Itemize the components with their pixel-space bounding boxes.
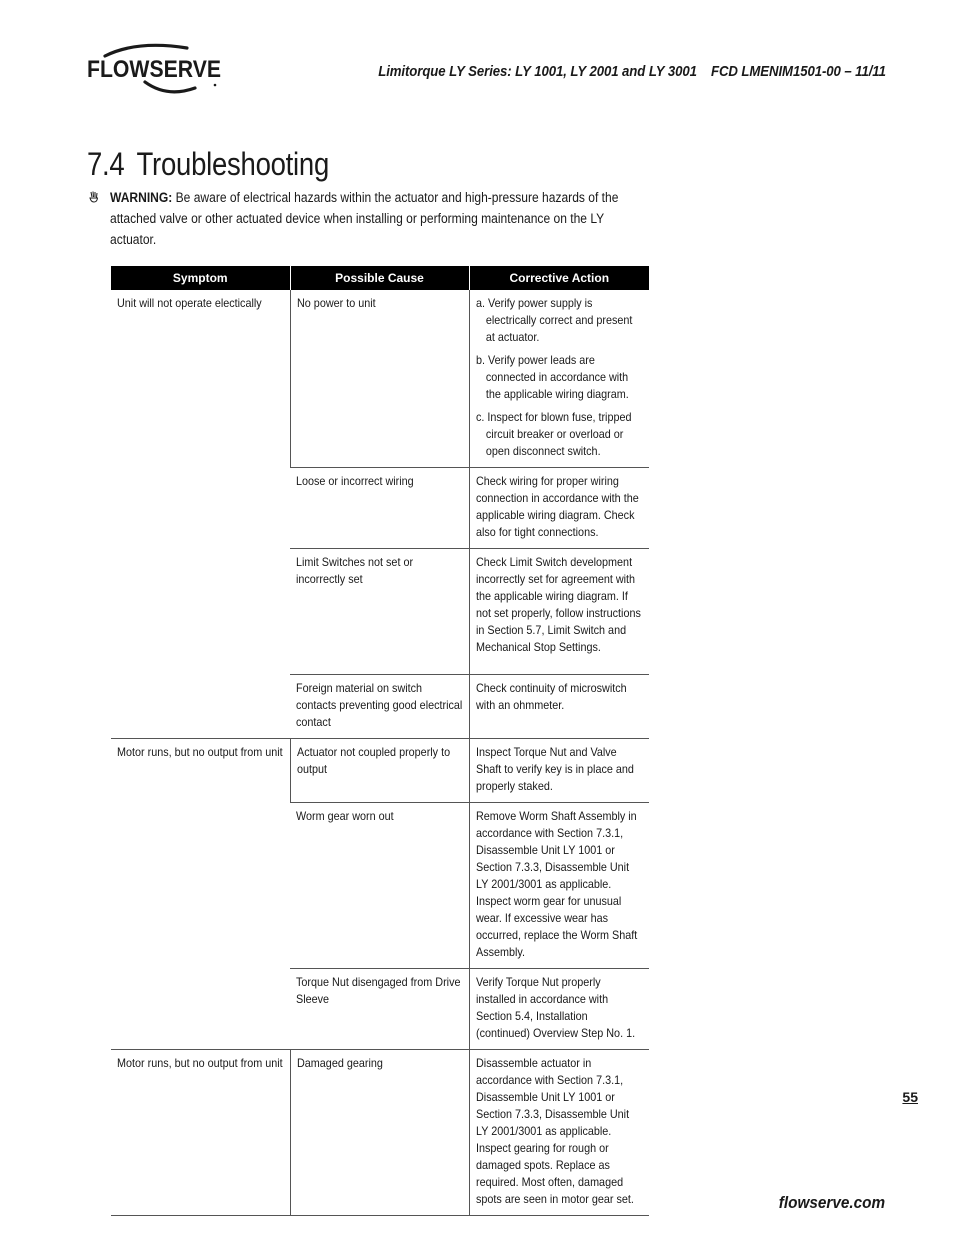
cause-cell: Damaged gearing bbox=[290, 1050, 469, 1216]
table-row bbox=[111, 739, 649, 803]
warning-label: WARNING: bbox=[110, 190, 173, 205]
table-header-row bbox=[111, 266, 649, 290]
section-heading: Troubleshooting bbox=[136, 146, 330, 182]
cause-cell: Limit Switches not set or incorrectly set bbox=[290, 549, 469, 675]
troubleshooting-table bbox=[111, 266, 649, 1216]
header-corrective-action: Corrective Action bbox=[469, 266, 649, 290]
footer-url[interactable]: flowserve.com bbox=[778, 1193, 885, 1212]
page-number: 55 bbox=[902, 1089, 918, 1105]
header-possible-cause: Possible Cause bbox=[290, 266, 469, 290]
action-step: a. Verify power supply is electrically correct and present at actuator. bbox=[475, 296, 632, 344]
action-step: b. Verify power leads are connected in accordance with the applicable wiring diagram. bbox=[475, 353, 629, 401]
cause-cell: Actuator not coupled properly to output bbox=[290, 739, 469, 803]
cause-cell: Foreign material on switch contacts preventing good electrical contact bbox=[290, 675, 469, 739]
action-cell: Verify Torque Nut properly installed in accordance with Section 5.4, Installation (continued) Overview Step No. 1. bbox=[469, 969, 649, 1050]
table-row bbox=[111, 1050, 649, 1216]
action-step: c. Inspect for blown fuse, tripped circuit breaker or overload or open disconnect switch. bbox=[475, 410, 631, 458]
symptom-cell: Motor runs, but no output from unit bbox=[111, 1050, 290, 1216]
symptom-cell: Motor runs, but no output from unit bbox=[111, 739, 290, 1050]
header-symptom: Symptom bbox=[111, 266, 290, 290]
action-cell: Inspect Torque Nut and Valve Shaft to verify key is in place and properly staked. bbox=[469, 739, 649, 803]
action-cell: Check wiring for proper wiring connection in accordance with the applicable wiring diagram. Check also for tight connections. bbox=[469, 468, 649, 549]
warning-text bbox=[110, 187, 641, 250]
action-cell: Check Limit Switch development incorrectly set for agreement with the applicable wiring diagram. If not set properly, follow instructions in Section 5.7, Limit Switch and Mechanical Stop Settings. bbox=[469, 549, 649, 675]
running-header bbox=[378, 63, 886, 80]
cause-cell: Loose or incorrect wiring bbox=[290, 468, 469, 549]
warning-body: Be aware of electrical hazards within the actuator and high-pressure hazards of the attached valve or other actuated device when installing or performing maintenance on the LY actuator. bbox=[110, 190, 619, 247]
cause-cell: Worm gear worn out bbox=[290, 803, 469, 969]
action-cell bbox=[469, 290, 649, 468]
header-doc-code: FCD LMENIM1501-00 – 11/11 bbox=[711, 63, 886, 80]
flowserve-logo bbox=[87, 42, 227, 96]
action-steps bbox=[476, 295, 643, 460]
section-title bbox=[87, 146, 329, 183]
flowserve-logo-icon bbox=[87, 42, 227, 96]
warning-note bbox=[88, 187, 648, 250]
cause-cell: No power to unit bbox=[290, 290, 469, 468]
action-cell: Disassemble actuator in accordance with Section 7.3.1, Disassemble Unit LY 1001 or Section 7.3.3, Disassemble Unit LY 2001/3001 as applicable. Inspect gearing for rough or damaged spots. Replace as required. Most often, damaged spots are seen in motor gear set. bbox=[469, 1050, 649, 1216]
warning-hand-icon bbox=[88, 191, 100, 203]
logo-wordmark: FLOWSERVE bbox=[87, 56, 221, 83]
header-product: Limitorque LY Series: LY 1001, LY 2001 and LY 3001 bbox=[378, 63, 698, 80]
symptom-cell: Unit will not operate electically bbox=[111, 290, 290, 739]
action-cell: Remove Worm Shaft Assembly in accordance with Section 7.3.1, Disassemble Unit LY 1001 or Section 7.3.3, Disassemble Unit LY 2001/3001 as applicable. Inspect worm gear for unusual wear. If excessive wear has occurred, replace the Worm Shaft Assembly. bbox=[469, 803, 649, 969]
section-number: 7.4 bbox=[87, 146, 125, 182]
table-row bbox=[111, 290, 649, 468]
cause-cell: Torque Nut disengaged from Drive Sleeve bbox=[290, 969, 469, 1050]
action-cell: Check continuity of microswitch with an ohmmeter. bbox=[469, 675, 649, 739]
